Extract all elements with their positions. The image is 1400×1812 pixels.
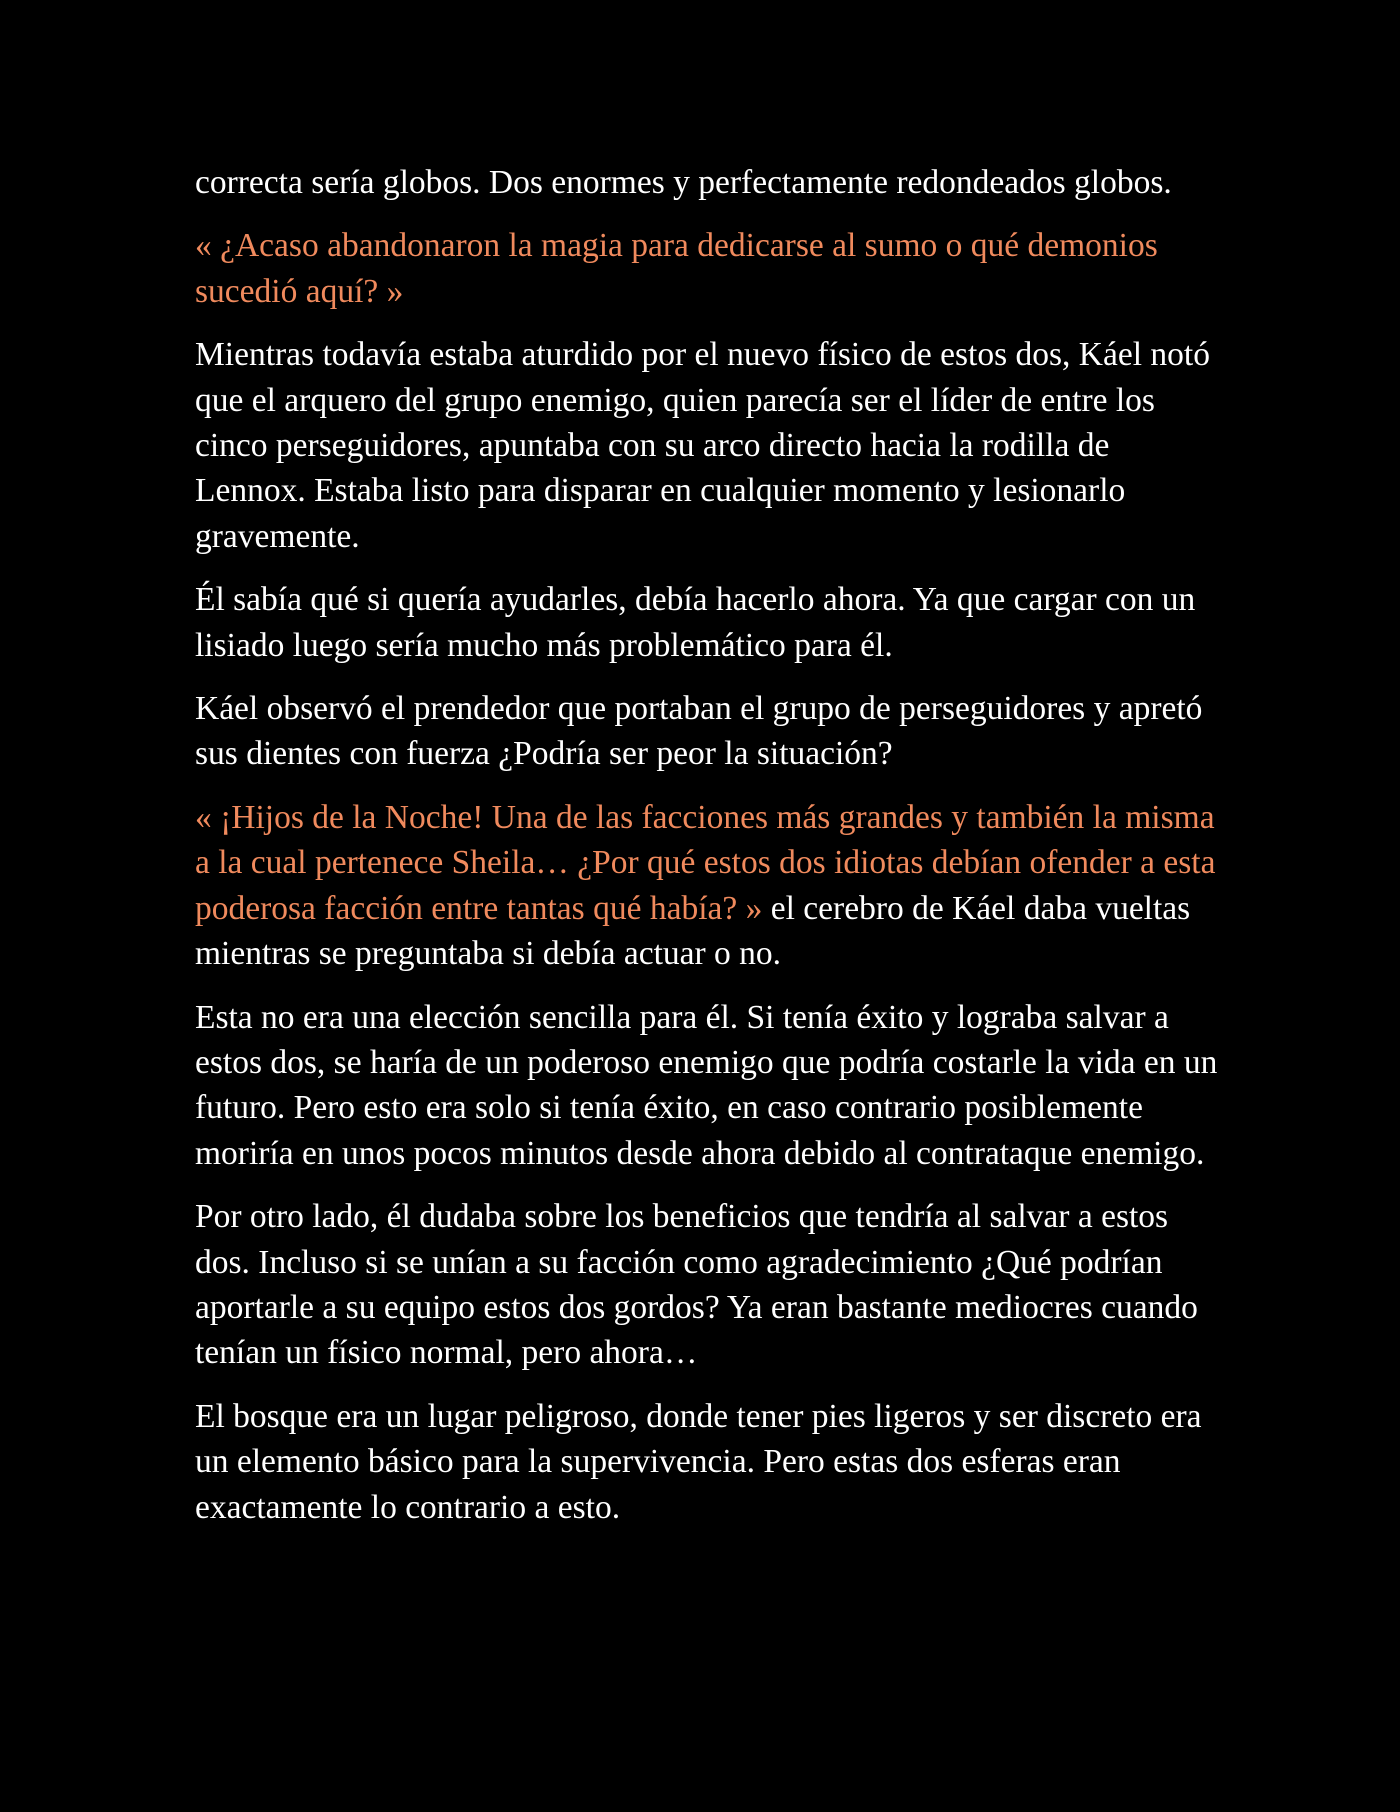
inner-thought: « ¿Acaso abandonaron la magia para dedicarse al sumo o qué demonios sucedió aquí? »: [195, 227, 1158, 310]
inner-thought: « ¡Hijos de la Noche! Una de las facciones más grandes y también la misma a la cual pertenece Sheila… ¿Por qué estos dos idiotas debían ofender a esta poderosa facción entre tantas qué había? »: [195, 798, 1216, 927]
paragraph-text: El bosque era un lugar peligroso, donde tener pies ligeros y ser discreto era un elemento básico para la supervivencia. Pero estas dos esferas eran exactamente lo contrario a esto.: [195, 1397, 1202, 1526]
paragraph-text: Esta no era una elección sencilla para él. Si tenía éxito y lograba salvar a estos dos, se haría de un poderoso enemigo que podría costarle la vida en un futuro. Pero esto era solo si tenía éxito, en caso contrario posiblemente moriría en unos pocos minutos desde ahora debido al contrataque enemigo.: [195, 998, 1218, 1172]
paragraph-text: Por otro lado, él dudaba sobre los beneficios que tendría al salvar a estos dos. Incluso si se unían a su facción como agradecimiento ¿Qué podrían aportarle a su equipo estos dos gordos? Ya eran bastante mediocres cuando tenían un físico normal, pero ahora…: [195, 1198, 1198, 1372]
paragraph-7: [195, 995, 1220, 1177]
page-body: [195, 160, 1220, 1548]
paragraph-4: [195, 577, 1220, 668]
paragraph-6: [195, 795, 1220, 977]
paragraph-5: [195, 686, 1220, 777]
paragraph-9: [195, 1394, 1220, 1530]
paragraph-3: [195, 332, 1220, 559]
paragraph-text: Mientras todavía estaba aturdido por el nuevo físico de estos dos, Káel notó que el arquero del grupo enemigo, quien parecía ser el líder de entre los cinco perseguidores, apuntaba con su arco directo hacia la rodilla de Lennox. Estaba listo para disparar en cualquier momento y lesionarlo gravemente.: [195, 336, 1210, 555]
paragraph-2: [195, 223, 1220, 314]
paragraph-text: Él sabía qué si quería ayudarles, debía hacerlo ahora. Ya que cargar con un lisiado luego sería mucho más problemático para él.: [195, 581, 1196, 664]
paragraph-text: correcta sería globos. Dos enormes y perfectamente redondeados globos.: [195, 164, 1172, 201]
paragraph-1: [195, 160, 1220, 205]
paragraph-text: Káel observó el prendedor que portaban el grupo de perseguidores y apretó sus dientes con fuerza ¿Podría ser peor la situación?: [195, 690, 1203, 773]
paragraph-text: el cerebro de Káel daba vueltas mientras se preguntaba si debía actuar o no.: [195, 889, 1191, 973]
paragraph-8: [195, 1194, 1220, 1376]
